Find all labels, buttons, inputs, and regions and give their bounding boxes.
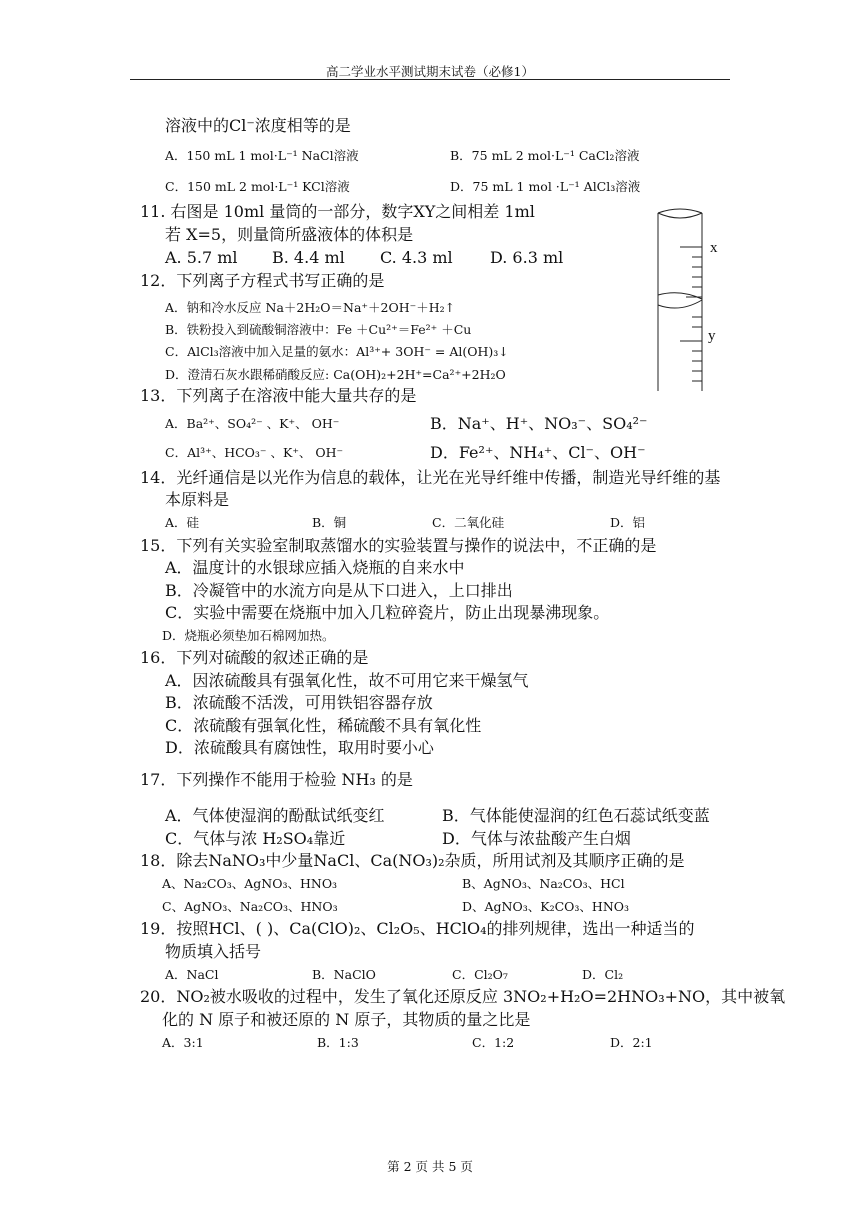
page-header: 高二学业水平测试期末试卷（必修1） — [326, 64, 534, 79]
q13-option-a: A．Ba²⁺、SO₄²⁻ 、K⁺、 OH⁻ — [165, 416, 340, 431]
q20-option-c: C．1:2 — [472, 1035, 515, 1050]
q16-option-b: B．浓硫酸不活泼，可用铁铝容器存放 — [165, 693, 433, 712]
q19-option-a: A．NaCl — [165, 967, 219, 982]
q12-stem: 12．下列离子方程式书写正确的是 — [140, 271, 385, 290]
q19-stem: 19．按照HCl、( )、Ca(ClO)₂、Cl₂O₅、HClO₄的排列规律，选出一种适当的 — [140, 919, 695, 938]
q13-stem: 13．下列离子在溶液中能大量共存的是 — [140, 386, 417, 405]
q13-option-c: C．Al³⁺、HCO₃⁻ 、K⁺、 OH⁻ — [165, 445, 344, 460]
q12-option-d: D．澄清石灰水跟稀硝酸反应: Ca(OH)₂+2H⁺=Ca²⁺+2H₂O — [165, 367, 506, 382]
cylinder-label-x: x — [710, 240, 718, 256]
q18-option-c: C、AgNO₃、Na₂CO₃、HNO₃ — [162, 899, 338, 914]
q10-stem: 溶液中的Cl⁻浓度相等的是 — [165, 116, 351, 135]
q20-stem: 20．NO₂被水吸收的过程中，发生了氧化还原反应 3NO₂+H₂O=2HNO₃+NO，其中被氧 — [140, 987, 786, 1006]
q14-option-d: D．铝 — [610, 515, 646, 530]
q16-option-c: C．浓硫酸有强氧化性，稀硫酸不具有氧化性 — [165, 716, 482, 735]
q10-option-b: B．75 mL 2 mol·L⁻¹ CaCl₂溶液 — [450, 148, 640, 163]
q19-stem-2: 物质填入括号 — [165, 942, 262, 961]
q20-option-b: B．1:3 — [317, 1035, 359, 1050]
q20-option-d: D．2:1 — [610, 1035, 653, 1050]
q11-stem-2: 若 X=5，则量筒所盛液体的体积是 — [165, 225, 414, 244]
q17-option-a: A．气体使湿润的酚酞试纸变红 — [165, 806, 385, 825]
q10-option-c: C．150 mL 2 mol·L⁻¹ KCl溶液 — [165, 179, 350, 194]
q15-option-c: C．实验中需要在烧瓶中加入几粒碎瓷片，防止出现暴沸现象。 — [165, 603, 610, 622]
q17-option-b: B．气体能使湿润的红色石蕊试纸变蓝 — [442, 806, 710, 825]
q19-option-d: D．Cl₂ — [582, 967, 624, 982]
q20-stem-2: 化的 N 原子和被还原的 N 原子，其物质的量之比是 — [162, 1010, 531, 1029]
q15-option-b: B．冷凝管中的水流方向是从下口进入，上口排出 — [165, 581, 513, 600]
q15-stem: 15．下列有关实验室制取蒸馏水的实验装置与操作的说法中，不正确的是 — [140, 536, 657, 555]
q17-option-d: D．气体与浓盐酸产生白烟 — [442, 829, 631, 848]
q20-option-a: A．3:1 — [162, 1035, 204, 1050]
q14-option-b: B．铜 — [312, 515, 347, 530]
q11-option-c: C. 4.3 ml — [380, 248, 453, 267]
q12-option-c: C．AlCl₃溶液中加入足量的氨水：Al³⁺+ 3OH⁻ = Al(OH)₃↓ — [165, 344, 509, 359]
q12-option-a: A．钠和冷水反应 Na＋2H₂O＝Na⁺＋2OH⁻＋H₂↑ — [165, 300, 456, 315]
q18-option-b: B、AgNO₃、Na₂CO₃、HCl — [462, 876, 625, 891]
q18-stem: 18．除去NaNO₃中少量NaCl、Ca(NO₃)₂杂质，所用试剂及其顺序正确的是 — [140, 851, 685, 870]
q19-option-b: B．NaClO — [312, 967, 376, 982]
q14-option-c: C．二氧化硅 — [432, 515, 505, 530]
q16-option-a: A．因浓硫酸具有强氧化性，故不可用它来干燥氢气 — [165, 671, 529, 690]
header-rule — [130, 79, 730, 80]
q13-option-b: B．Na⁺、H⁺、NO₃⁻、SO₄²⁻ — [430, 414, 648, 433]
q17-stem: 17．下列操作不能用于检验 NH₃ 的是 — [140, 770, 413, 789]
q16-stem: 16．下列对硫酸的叙述正确的是 — [140, 648, 369, 667]
q18-option-a: A、Na₂CO₃、AgNO₃、HNO₃ — [162, 876, 338, 891]
q14-stem: 14．光纤通信是以光作为信息的载体，让光在光导纤维中传播，制造光导纤维的基 — [140, 468, 721, 487]
q12-option-b: B．铁粉投入到硫酸铜溶液中：Fe ＋Cu²⁺＝Fe²⁺ ＋Cu — [165, 322, 472, 337]
q14-option-a: A．硅 — [165, 515, 200, 530]
q19-option-c: C．Cl₂O₇ — [452, 967, 508, 982]
graduated-cylinder-figure — [650, 205, 730, 395]
q16-option-d: D．浓硫酸具有腐蚀性，取用时要小心 — [165, 738, 434, 757]
q10-option-d: D．75 mL 1 mol ·L⁻¹ AlCl₃溶液 — [450, 179, 641, 194]
q14-stem-2: 本原料是 — [165, 490, 230, 509]
q11-option-b: B. 4.4 ml — [272, 248, 345, 267]
q11-stem: 11. 右图是 10ml 量筒的一部分，数字XY之间相差 1ml — [140, 202, 535, 221]
q15-option-a: A．温度计的水银球应插入烧瓶的自来水中 — [165, 558, 465, 577]
q10-option-a: A．150 mL 1 mol·L⁻¹ NaCl溶液 — [165, 148, 359, 163]
cylinder-label-y: y — [708, 328, 716, 344]
q11-option-a: A. 5.7 ml — [165, 248, 238, 267]
q17-option-c: C．气体与浓 H₂SO₄靠近 — [165, 829, 346, 848]
q11-option-d: D. 6.3 ml — [490, 248, 564, 267]
page-footer: 第 2 页 共 5 页 — [387, 1159, 473, 1174]
q15-option-d: D．烧瓶必须垫加石棉网加热。 — [162, 628, 335, 643]
q13-option-d: D．Fe²⁺、NH₄⁺、Cl⁻、OH⁻ — [430, 443, 646, 462]
q18-option-d: D、AgNO₃、K₂CO₃、HNO₃ — [462, 899, 630, 914]
